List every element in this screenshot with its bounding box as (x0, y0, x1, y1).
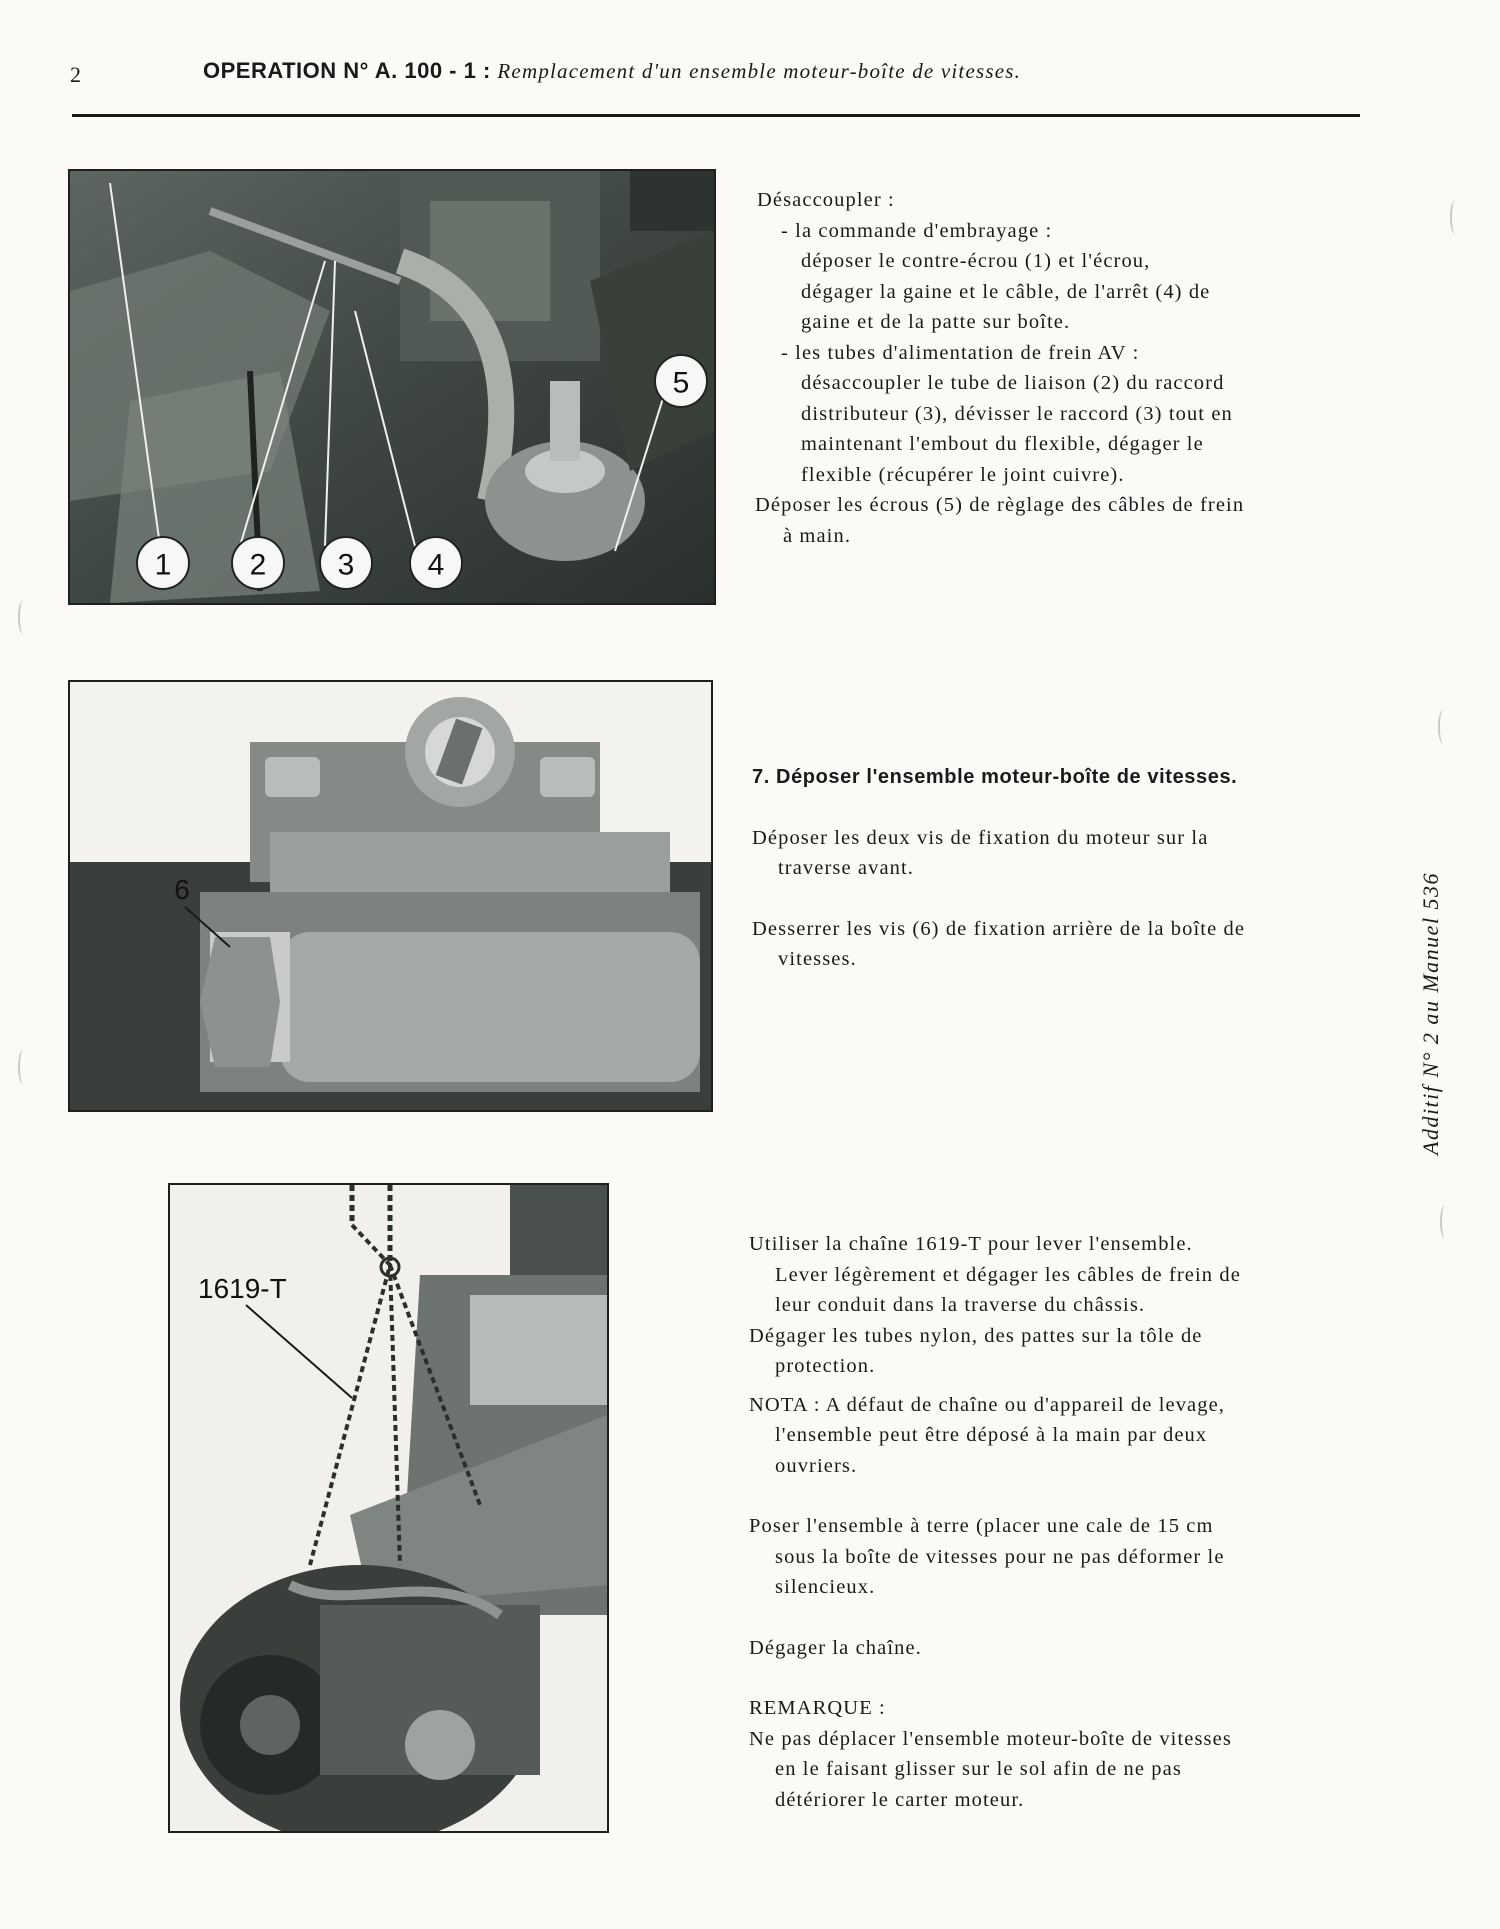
callout-5 (655, 355, 707, 407)
text-line: distributeur (3), dévisser le raccord (3) tout en (801, 402, 1233, 425)
callout-6 (174, 874, 190, 905)
text-line: Dégager la chaîne. (749, 1636, 922, 1659)
section-heading: 7. Déposer l'ensemble moteur-boîte de vitesses. (752, 766, 1238, 788)
margin-mark (1438, 710, 1448, 744)
text-line: flexible (récupérer le joint cuivre). (801, 463, 1125, 486)
engine-bay-illustration (70, 171, 714, 603)
text-line: sous la boîte de vitesses pour ne pas déformer le (775, 1545, 1225, 1568)
operation-number: OPERATION N° A. 100 - 1 : (203, 58, 498, 83)
page-number: 2 (70, 62, 81, 87)
text-line: Lever légèrement et dégager les câbles de frein de (775, 1263, 1241, 1286)
svg-text:3: 3 (337, 548, 355, 582)
nota-line: ouvriers. (775, 1454, 858, 1477)
text-line: leur conduit dans la traverse du châssis. (775, 1294, 1146, 1316)
text-line: Desserrer les vis (6) de fixation arrière de la boîte de (752, 917, 1246, 940)
text-line: vitesses. (778, 948, 857, 970)
nota-line: NOTA : A défaut de chaîne ou d'appareil de levage, (749, 1393, 1226, 1416)
figure-lifting-chain-photo (168, 1183, 609, 1833)
margin-mark (1450, 200, 1460, 234)
margin-mark (1440, 1205, 1450, 1239)
page-title (203, 58, 1021, 84)
text-line: désaccoupler le tube de liaison (2) du raccord (801, 372, 1225, 394)
side-note-addendum: Additif N° 2 au Manuel 536 (1418, 871, 1443, 1155)
svg-text:1619-T: 1619-T (198, 1273, 287, 1304)
nota-line: l'ensemble peut être déposé à la main par deux (775, 1424, 1208, 1446)
svg-text:5: 5 (672, 366, 690, 400)
text-line: à main. (783, 524, 852, 547)
text-line: Déposer les deux vis de fixation du moteur sur la (752, 826, 1209, 849)
text-line: Dégager les tubes nylon, des pattes sur la tôle de (749, 1324, 1203, 1347)
remarque-line: détériorer le carter moteur. (775, 1788, 1025, 1811)
svg-text:4: 4 (427, 548, 445, 582)
text-line: - les tubes d'alimentation de frein AV : (781, 341, 1140, 364)
callout-3 (320, 537, 372, 589)
margin-mark (18, 600, 28, 634)
text-line: silencieux. (775, 1576, 876, 1598)
figure-gearbox-photo (68, 680, 713, 1112)
section-disconnect-instructions (757, 185, 1244, 551)
text-line: gaine et de la patte sur boîte. (801, 311, 1071, 333)
text-line: Déposer les écrous (5) de règlage des câbles de frein (755, 494, 1245, 516)
callout-4 (410, 537, 462, 589)
text-line: traverse avant. (778, 857, 915, 879)
text-line: dégager la gaine et le câble, de l'arrêt (4) de (801, 280, 1211, 303)
callout-1 (137, 537, 189, 589)
section-remove-assembly (752, 762, 1245, 975)
text-line: Poser l'ensemble à terre (placer une cale de 15 cm (749, 1515, 1214, 1537)
svg-text:1: 1 (154, 548, 172, 582)
text-line: déposer le contre-écrou (1) et l'écrou, (801, 250, 1151, 272)
tool-label-1619-T (198, 1273, 287, 1304)
margin-mark (18, 1050, 28, 1084)
gearbox-illustration (70, 682, 711, 1110)
figure-engine-bay-photo (68, 169, 716, 605)
remarque-line: en le faisant glisser sur le sol afin de ne pas (775, 1758, 1182, 1780)
text-line: Désaccoupler : (757, 189, 895, 211)
svg-text:6: 6 (174, 874, 190, 905)
text-line: maintenant l'embout du flexible, dégager le (801, 433, 1204, 455)
operation-description: Remplacement d'un ensemble moteur-boîte de vitesses. (497, 59, 1022, 83)
svg-text:2: 2 (249, 548, 267, 582)
text-line: Utiliser la chaîne 1619-T pour lever l'ensemble. (749, 1233, 1193, 1255)
remarque-title: REMARQUE : (749, 1697, 886, 1719)
remarque-line: Ne pas déplacer l'ensemble moteur-boîte de vitesses (749, 1727, 1232, 1750)
callout-2 (232, 537, 284, 589)
lifting-chain-illustration (170, 1185, 607, 1831)
text-line: protection. (775, 1355, 876, 1377)
header-divider (72, 114, 1360, 117)
text-line: - la commande d'embrayage : (781, 219, 1053, 242)
section-lifting-instructions (749, 1229, 1241, 1815)
